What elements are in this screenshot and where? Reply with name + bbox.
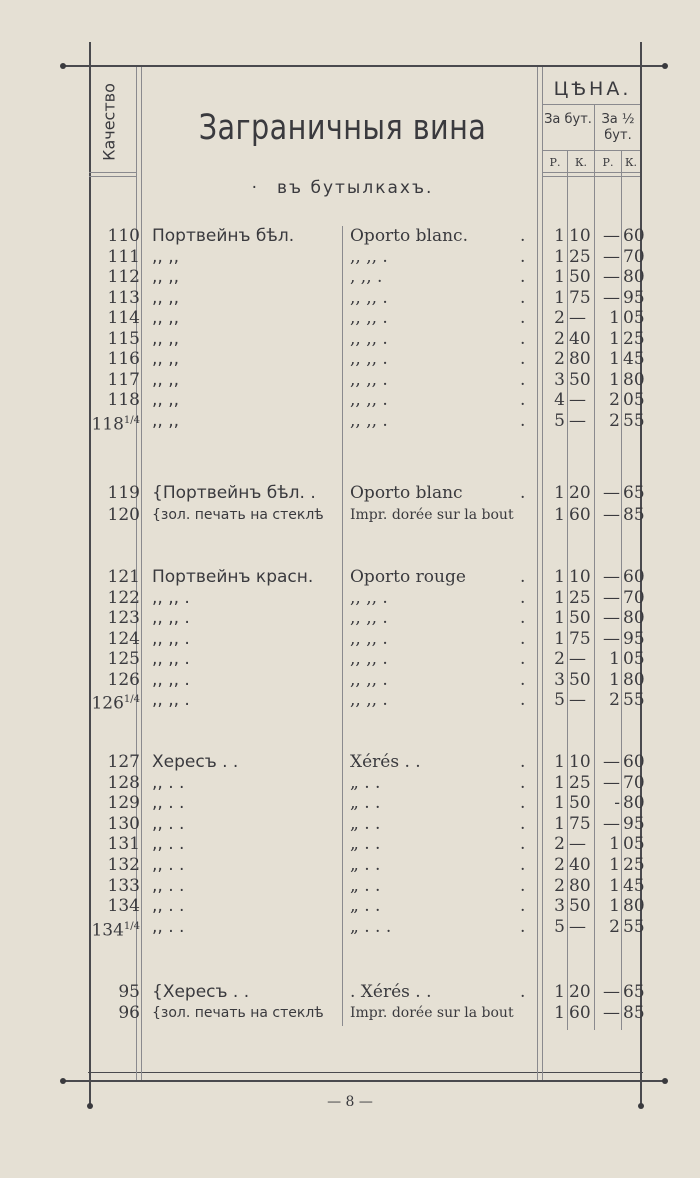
price-half-kop: 65 bbox=[623, 982, 645, 1002]
price-half-rub: — bbox=[603, 982, 620, 1002]
quality-number: 120 bbox=[107, 505, 140, 525]
wine-name-ru: ,, ,, bbox=[152, 247, 180, 267]
quality-number: 110 bbox=[107, 226, 140, 246]
wine-name-fr: ,, ,, . bbox=[350, 690, 388, 710]
wine-name-fr: „ . . bbox=[350, 793, 381, 813]
wine-name-fr: ,, ,, . bbox=[350, 247, 388, 267]
price-bottle-kop: 50 bbox=[569, 793, 591, 813]
wine-name-ru: ,, . . bbox=[152, 855, 185, 875]
price-half-kop: 70 bbox=[623, 247, 645, 267]
price-half-rub: 1 bbox=[609, 834, 620, 854]
price-unit-rule-2 bbox=[542, 176, 640, 177]
price-half-kop: 60 bbox=[623, 752, 645, 772]
quality-number: 123 bbox=[107, 608, 140, 628]
price-bottle-kop: 10 bbox=[569, 226, 591, 246]
price-bottle-kop: — bbox=[569, 390, 586, 410]
quality-number: 121 bbox=[107, 567, 140, 587]
price-bottle-kop: — bbox=[569, 834, 586, 854]
price-bottle-rub: 2 bbox=[554, 349, 565, 369]
top-right-knob bbox=[662, 63, 668, 69]
price-unit-rule bbox=[542, 172, 640, 173]
quality-fraction: 1/4 bbox=[123, 921, 140, 932]
leader-dot: . bbox=[520, 329, 526, 349]
wine-name-fr: ,, ,, . bbox=[350, 390, 388, 410]
price-bottle-kop: 10 bbox=[569, 567, 591, 587]
price-half-kop: 95 bbox=[623, 629, 645, 649]
price-bottle-rub: 1 bbox=[554, 793, 565, 813]
leader-dot: . bbox=[520, 267, 526, 287]
quality-fraction: 1/4 bbox=[123, 415, 140, 426]
price-half-kop: 80 bbox=[623, 896, 645, 916]
unit-r-2: Р. bbox=[602, 156, 614, 169]
price-bottle-rub: 5 bbox=[554, 690, 565, 710]
price-half-kop: 80 bbox=[623, 793, 645, 813]
price-half-rub: 1 bbox=[609, 896, 620, 916]
leader-dot: . bbox=[520, 982, 526, 1002]
price-half-kop: 25 bbox=[623, 329, 645, 349]
wine-name-ru: ,, ,, bbox=[152, 349, 180, 369]
quality-number: 129 bbox=[107, 793, 140, 813]
per-bottle-header: За бут. bbox=[544, 112, 592, 127]
unit-r-1: Р. bbox=[549, 156, 561, 169]
price-bottle-rub: 1 bbox=[554, 267, 565, 287]
quality-number: 119 bbox=[107, 483, 140, 503]
wine-name-ru: ,, . . bbox=[152, 773, 185, 793]
quality-number: 118 bbox=[107, 390, 140, 410]
price-head-rule bbox=[542, 104, 640, 105]
unit-k-1: К. bbox=[574, 156, 587, 169]
price-half-rub: — bbox=[603, 483, 620, 503]
price-bottle-rub: 4 bbox=[554, 390, 565, 410]
price-half-kop: 85 bbox=[623, 1003, 645, 1023]
bottom-border-inner bbox=[88, 1072, 643, 1073]
wine-name-fr: „ . . bbox=[350, 896, 381, 916]
price-bottle-kop: — bbox=[569, 690, 586, 710]
price-bottle-rub: 1 bbox=[554, 483, 565, 503]
wine-name-ru: ,, ,, . bbox=[152, 690, 190, 710]
price-bottle-kop: 80 bbox=[569, 876, 591, 896]
price-bottle-rub: 1 bbox=[554, 588, 565, 608]
leader-dot: . bbox=[520, 288, 526, 308]
wine-name-fr: Impr. dorée sur la bout bbox=[350, 507, 514, 523]
price-bottle-kop: 20 bbox=[569, 982, 591, 1002]
price-half-rub: — bbox=[603, 1003, 620, 1023]
wine-name-fr: ,, ,, . bbox=[350, 629, 388, 649]
price-bottle-rub: 2 bbox=[554, 649, 565, 669]
top-left-knob bbox=[60, 63, 66, 69]
leader-dot: . bbox=[520, 226, 526, 246]
price-half-rub: 2 bbox=[609, 690, 620, 710]
price-half-rub: 1 bbox=[609, 855, 620, 875]
wine-name-ru: ,, . . bbox=[152, 834, 185, 854]
table-row bbox=[0, 567, 700, 587]
price-half-kop: 05 bbox=[623, 834, 645, 854]
price-bottle-rub: 5 bbox=[554, 411, 565, 431]
quality-number: 126 bbox=[107, 670, 140, 690]
wine-name-fr: „ . . bbox=[350, 773, 381, 793]
wine-name-ru: Портвейнъ красн. bbox=[152, 567, 314, 587]
price-half-kop: 45 bbox=[623, 876, 645, 896]
price-bottle-kop: 50 bbox=[569, 608, 591, 628]
table-row bbox=[0, 793, 700, 813]
wine-name-fr: ,, ,, . bbox=[350, 411, 388, 431]
leader-dot: . bbox=[520, 690, 526, 710]
wine-name-ru: ,, . . bbox=[152, 917, 185, 937]
wine-name-ru: ,, ,, bbox=[152, 267, 180, 287]
table-row bbox=[0, 226, 700, 246]
top-border bbox=[62, 65, 667, 67]
table-row bbox=[0, 855, 700, 875]
quality-number: 96 bbox=[118, 1003, 140, 1023]
price-half-kop: 80 bbox=[623, 670, 645, 690]
wine-name-fr: ,, ,, . bbox=[350, 608, 388, 628]
wine-name-ru: {Хересъ . . bbox=[152, 982, 250, 1002]
price-bottle-rub: 1 bbox=[554, 629, 565, 649]
wine-name-fr: ,, ,, . bbox=[350, 308, 388, 328]
wine-name-ru: ,, ,, bbox=[152, 411, 180, 431]
price-bottle-rub: 5 bbox=[554, 917, 565, 937]
price-half-kop: 95 bbox=[623, 814, 645, 834]
wine-name-ru: ,, . . bbox=[152, 814, 185, 834]
page-title: Заграничныя вина bbox=[198, 108, 487, 148]
table-row bbox=[0, 329, 700, 349]
price-bottle-kop: 60 bbox=[569, 505, 591, 525]
price-half-rub: — bbox=[603, 267, 620, 287]
price-half-kop: 55 bbox=[623, 917, 645, 937]
page-number: — 8 — bbox=[327, 1094, 373, 1110]
price-bottle-rub: 1 bbox=[554, 773, 565, 793]
table-row bbox=[0, 411, 700, 435]
price-bottle-kop: 50 bbox=[569, 896, 591, 916]
bottom-right-knob bbox=[662, 1078, 668, 1084]
table-row bbox=[0, 483, 700, 503]
price-half-kop: 05 bbox=[623, 308, 645, 328]
quality-number: $126^{1/4}$ bbox=[91, 693, 140, 714]
leader-dot: . bbox=[520, 411, 526, 431]
price-bottle-rub: 1 bbox=[554, 814, 565, 834]
price-header: ЦѢНА. bbox=[553, 78, 632, 100]
wine-name-ru: ,, . . bbox=[152, 896, 185, 916]
bottom-left-knob bbox=[60, 1078, 66, 1084]
quality-column-header: Качество bbox=[99, 83, 119, 161]
wine-name-fr: Impr. dorée sur la bout bbox=[350, 1005, 514, 1021]
leader-dot: . bbox=[520, 670, 526, 690]
wine-name-fr: . Xérés . . bbox=[350, 982, 432, 1002]
price-half-kop: 55 bbox=[623, 690, 645, 710]
wine-name-fr: ,, ,, . bbox=[350, 670, 388, 690]
quality-number: 128 bbox=[107, 773, 140, 793]
price-bottle-kop: 25 bbox=[569, 588, 591, 608]
wine-name-ru: ,, ,, . bbox=[152, 608, 190, 628]
price-bottle-rub: 2 bbox=[554, 855, 565, 875]
quality-number: 117 bbox=[107, 370, 140, 390]
quality-number: $134^{1/4}$ bbox=[91, 920, 140, 941]
price-half-rub: — bbox=[603, 629, 620, 649]
table-row bbox=[0, 773, 700, 793]
quality-number: 131 bbox=[107, 834, 140, 854]
price-bottle-kop: 60 bbox=[569, 1003, 591, 1023]
price-half-rub: 2 bbox=[609, 917, 620, 937]
per-half-bottle-header: За ½ бут. bbox=[601, 112, 635, 143]
leader-dot: . bbox=[520, 896, 526, 916]
quality-fraction: 1/4 bbox=[123, 694, 140, 705]
price-half-kop: 45 bbox=[623, 349, 645, 369]
leader-dot: . bbox=[520, 752, 526, 772]
wine-name-ru: ,, ,, . bbox=[152, 649, 190, 669]
price-bottle-rub: 2 bbox=[554, 876, 565, 896]
price-half-kop: 60 bbox=[623, 226, 645, 246]
leader-dot: . bbox=[520, 855, 526, 875]
table-row bbox=[0, 390, 700, 410]
price-bottle-rub: 1 bbox=[554, 226, 565, 246]
quality-number: 115 bbox=[107, 329, 140, 349]
wine-name-fr: „ . . bbox=[350, 814, 381, 834]
price-half-kop: 55 bbox=[623, 411, 645, 431]
wine-name-fr: „ . . bbox=[350, 876, 381, 896]
price-bottle-rub: 3 bbox=[554, 670, 565, 690]
price-half-kop: 80 bbox=[623, 370, 645, 390]
wine-name-ru: ,, ,, . bbox=[152, 588, 190, 608]
wine-name-fr: „ . . . bbox=[350, 917, 392, 937]
leader-dot: . bbox=[520, 649, 526, 669]
table-row bbox=[0, 649, 700, 669]
quality-number: 125 bbox=[107, 649, 140, 669]
price-bottle-kop: 25 bbox=[569, 773, 591, 793]
quality-number: 112 bbox=[107, 267, 140, 287]
leader-dot: . bbox=[520, 773, 526, 793]
wine-name-ru: Хересъ . . bbox=[152, 752, 239, 772]
price-bottle-kop: 75 bbox=[569, 629, 591, 649]
quality-number: 134 bbox=[107, 896, 140, 916]
table-row bbox=[0, 917, 700, 941]
table-row bbox=[0, 834, 700, 854]
price-half-rub: — bbox=[603, 247, 620, 267]
leader-dot: . bbox=[520, 349, 526, 369]
price-half-rub: 2 bbox=[609, 411, 620, 431]
table-row bbox=[0, 288, 700, 308]
price-bottle-rub: 3 bbox=[554, 370, 565, 390]
table-row bbox=[0, 1003, 700, 1023]
price-half-kop: 60 bbox=[623, 567, 645, 587]
price-half-rub: — bbox=[603, 588, 620, 608]
price-bottle-rub: 1 bbox=[554, 752, 565, 772]
table-row bbox=[0, 608, 700, 628]
leader-dot: . bbox=[520, 390, 526, 410]
price-bottle-kop: — bbox=[569, 308, 586, 328]
price-half-rub: 1 bbox=[609, 349, 620, 369]
table-row bbox=[0, 670, 700, 690]
wine-name-fr: Oporto rouge bbox=[350, 567, 466, 587]
quality-number: 95 bbox=[118, 982, 140, 1002]
wine-name-fr: „ . . bbox=[350, 834, 381, 854]
table-row bbox=[0, 814, 700, 834]
price-half-kop: 70 bbox=[623, 773, 645, 793]
price-bottle-kop: 20 bbox=[569, 483, 591, 503]
wine-name-ru: ,, ,, . bbox=[152, 670, 190, 690]
table-row bbox=[0, 505, 700, 525]
price-half-rub: - bbox=[614, 793, 620, 813]
wine-name-fr: Oporto blanc. bbox=[350, 226, 468, 246]
leader-dot: . bbox=[520, 876, 526, 896]
leader-dot: . bbox=[520, 370, 526, 390]
price-bottle-rub: 1 bbox=[554, 567, 565, 587]
price-sub-rule bbox=[542, 150, 640, 151]
quality-number: 130 bbox=[107, 814, 140, 834]
price-bottle-rub: 1 bbox=[554, 288, 565, 308]
table-row bbox=[0, 370, 700, 390]
quality-number: 111 bbox=[107, 247, 140, 267]
table-row bbox=[0, 752, 700, 772]
price-bottle-kop: 50 bbox=[569, 670, 591, 690]
price-half-rub: — bbox=[603, 567, 620, 587]
wine-name-ru: ,, ,, bbox=[152, 370, 180, 390]
wine-name-fr: Xérés . . bbox=[350, 752, 421, 772]
wine-name-fr: ,, ,, . bbox=[350, 649, 388, 669]
table-row bbox=[0, 982, 700, 1002]
price-half-kop: 95 bbox=[623, 288, 645, 308]
leader-dot: . bbox=[520, 567, 526, 587]
price-half-kop: 05 bbox=[623, 390, 645, 410]
wine-name-ru: {зол. печать на стеклѣ bbox=[152, 1005, 324, 1021]
price-half-rub: — bbox=[603, 814, 620, 834]
leader-dot: . bbox=[520, 483, 526, 503]
table-row bbox=[0, 629, 700, 649]
price-half-kop: 65 bbox=[623, 483, 645, 503]
price-bottle-rub: 1 bbox=[554, 608, 565, 628]
price-bottle-rub: 3 bbox=[554, 896, 565, 916]
price-bottle-kop: — bbox=[569, 917, 586, 937]
wine-name-ru: {Портвейнъ бѣл. . bbox=[152, 483, 316, 503]
price-bottle-kop: 40 bbox=[569, 855, 591, 875]
price-half-kop: 80 bbox=[623, 608, 645, 628]
bottom-border bbox=[62, 1080, 667, 1082]
price-bottle-kop: 80 bbox=[569, 349, 591, 369]
leader-dot: . bbox=[520, 608, 526, 628]
price-bottle-rub: 2 bbox=[554, 308, 565, 328]
price-half-rub: 1 bbox=[609, 670, 620, 690]
price-bottle-kop: 40 bbox=[569, 329, 591, 349]
wine-name-ru: ,, ,, bbox=[152, 288, 180, 308]
price-bottle-rub: 2 bbox=[554, 834, 565, 854]
table-row bbox=[0, 247, 700, 267]
wine-name-ru: ,, ,, . bbox=[152, 629, 190, 649]
quality-number: 124 bbox=[107, 629, 140, 649]
table-row bbox=[0, 876, 700, 896]
price-bottle-rub: 1 bbox=[554, 247, 565, 267]
price-bottle-kop: 75 bbox=[569, 288, 591, 308]
wine-name-fr: ,, ,, . bbox=[350, 329, 388, 349]
price-half-kop: 80 bbox=[623, 267, 645, 287]
wine-name-ru: ,, . . bbox=[152, 793, 185, 813]
quality-number: 132 bbox=[107, 855, 140, 875]
wine-name-fr: ,, ,, . bbox=[350, 288, 388, 308]
leader-dot: . bbox=[520, 247, 526, 267]
wine-name-fr: ,, ,, . bbox=[350, 349, 388, 369]
quality-number: 116 bbox=[107, 349, 140, 369]
price-bottle-kop: 75 bbox=[569, 814, 591, 834]
wine-name-fr: ,, ,, . bbox=[350, 588, 388, 608]
wine-name-fr: , ,, . bbox=[350, 267, 383, 287]
leader-dot: . bbox=[520, 629, 526, 649]
wine-name-ru: ,, ,, bbox=[152, 329, 180, 349]
quality-number: 122 bbox=[107, 588, 140, 608]
wine-name-fr: „ . . bbox=[350, 855, 381, 875]
price-bottle-rub: 1 bbox=[554, 505, 565, 525]
price-bottle-kop: 50 bbox=[569, 267, 591, 287]
wine-name-fr: ,, ,, . bbox=[350, 370, 388, 390]
wine-name-ru: ,, ,, bbox=[152, 390, 180, 410]
price-half-rub: 1 bbox=[609, 876, 620, 896]
header-rule-left bbox=[89, 172, 137, 173]
leader-dot: . bbox=[520, 588, 526, 608]
wine-name-ru: Портвейнъ бѣл. bbox=[152, 226, 295, 246]
quality-number: $118^{1/4}$ bbox=[91, 414, 140, 435]
price-half-kop: 05 bbox=[623, 649, 645, 669]
table-row bbox=[0, 349, 700, 369]
price-bottle-rub: 1 bbox=[554, 982, 565, 1002]
leader-dot: . bbox=[520, 834, 526, 854]
price-half-rub: 1 bbox=[609, 329, 620, 349]
price-half-rub: 2 bbox=[609, 390, 620, 410]
price-bottle-kop: 10 bbox=[569, 752, 591, 772]
price-half-rub: — bbox=[603, 773, 620, 793]
leader-dot: . bbox=[520, 308, 526, 328]
quality-number: 114 bbox=[107, 308, 140, 328]
price-half-rub: 1 bbox=[609, 649, 620, 669]
price-half-kop: 85 bbox=[623, 505, 645, 525]
price-half-rub: — bbox=[603, 288, 620, 308]
price-half-rub: — bbox=[603, 226, 620, 246]
unit-k-2: К. bbox=[624, 156, 637, 169]
price-bottle-rub: 2 bbox=[554, 329, 565, 349]
price-bottle-kop: 50 bbox=[569, 370, 591, 390]
wine-name-ru: {зол. печать на стеклѣ bbox=[152, 507, 324, 523]
price-bottle-kop: — bbox=[569, 649, 586, 669]
price-bottle-kop: — bbox=[569, 411, 586, 431]
page-subtitle: · въ бутылкахъ. bbox=[251, 178, 434, 198]
price-half-rub: 1 bbox=[609, 370, 620, 390]
leader-dot: . bbox=[520, 814, 526, 834]
price-half-kop: 25 bbox=[623, 855, 645, 875]
price-half-kop: 70 bbox=[623, 588, 645, 608]
wine-name-fr: Oporto blanc bbox=[350, 483, 463, 503]
header-rule-left-2 bbox=[89, 176, 137, 177]
price-bottle-rub: 1 bbox=[554, 1003, 565, 1023]
table-row bbox=[0, 267, 700, 287]
leader-dot: . bbox=[520, 917, 526, 937]
quality-number: 133 bbox=[107, 876, 140, 896]
wine-name-ru: ,, . . bbox=[152, 876, 185, 896]
price-half-rub: — bbox=[603, 608, 620, 628]
table-row bbox=[0, 308, 700, 328]
price-half-rub: 1 bbox=[609, 308, 620, 328]
leader-dot: . bbox=[520, 793, 526, 813]
quality-number: 113 bbox=[107, 288, 140, 308]
table-row bbox=[0, 896, 700, 916]
price-half-rub: — bbox=[603, 752, 620, 772]
price-half-rub: — bbox=[603, 505, 620, 525]
quality-number: 127 bbox=[107, 752, 140, 772]
table-row bbox=[0, 690, 700, 714]
wine-name-ru: ,, ,, bbox=[152, 308, 180, 328]
price-bottle-kop: 25 bbox=[569, 247, 591, 267]
table-row bbox=[0, 588, 700, 608]
